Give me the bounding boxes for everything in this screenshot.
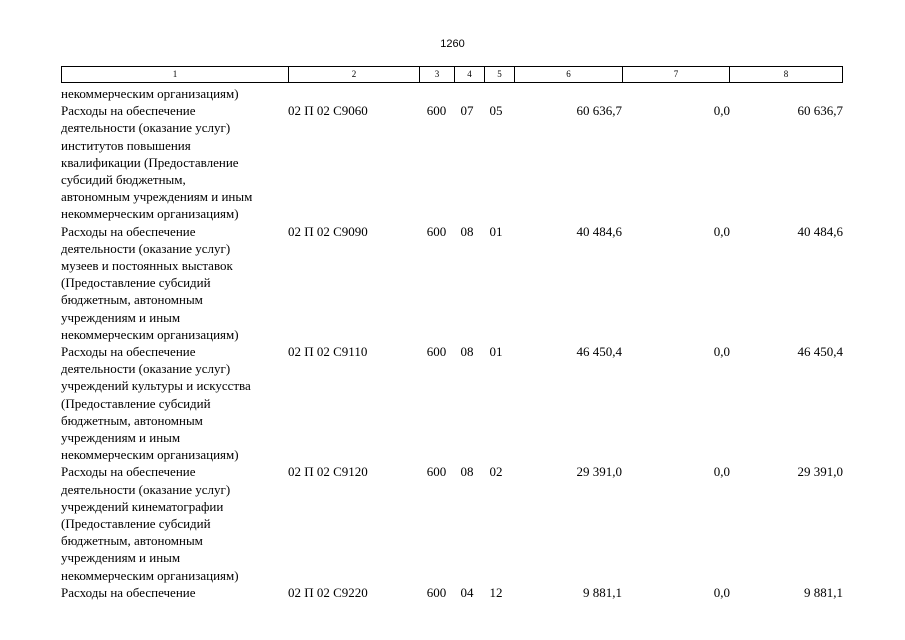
table-row: [61, 102, 843, 222]
header-col-2: 2: [289, 67, 420, 82]
amount-col-6: 46 450,4: [576, 344, 622, 360]
name-line: учреждений культуры и искусства: [61, 378, 251, 394]
expense-type: 600: [426, 344, 447, 360]
section-code: 08: [460, 464, 474, 480]
target-code: 02 П 02 С9060: [288, 103, 368, 119]
amount-col-7: 0,0: [713, 103, 730, 119]
subsection-code: 01: [489, 344, 503, 360]
amount-col-7: 0,0: [713, 223, 730, 239]
name-line: автономным учреждениям и иным: [61, 189, 253, 205]
name-line: учреждений кинематографии: [61, 498, 224, 514]
amount-col-8: 60 636,7: [797, 103, 843, 119]
amount-col-8: 46 450,4: [797, 344, 843, 360]
expense-type: 600: [426, 464, 447, 480]
target-code: 02 П 02 С9090: [288, 223, 368, 239]
table-row: [61, 584, 843, 601]
amount-col-7: 0,0: [713, 464, 730, 480]
target-code: 02 П 02 С9120: [288, 464, 368, 480]
header-col-8: 8: [783, 69, 789, 79]
expense-name: [61, 343, 287, 463]
table-header-row: [61, 66, 843, 83]
name-line: институтов повышения: [61, 137, 191, 153]
name-line: Расходы на обеспечение: [61, 464, 196, 480]
section-code: 07: [460, 103, 474, 119]
expense-type: 600: [426, 103, 447, 119]
name-line: учреждениям и иным: [61, 430, 181, 446]
name-line: учреждениям и иным: [61, 550, 181, 566]
name-line: некоммерческим организациям): [61, 326, 239, 342]
target-code: 02 П 02 С9220: [288, 584, 368, 600]
header-col-7: 7: [623, 67, 730, 82]
table-row: [61, 223, 843, 343]
header-col-4: 4: [455, 67, 485, 82]
subsection-code: 05: [489, 103, 503, 119]
expense-name: [61, 584, 287, 601]
expense-name: [61, 102, 287, 222]
expense-type: 600: [426, 223, 447, 239]
amount-col-8: 9 881,1: [804, 584, 843, 600]
subsection-code: 01: [489, 223, 503, 239]
name-line: деятельности (оказание услуг): [61, 120, 231, 136]
header-col-5: 5: [485, 67, 515, 82]
header-col-3: 3: [420, 67, 455, 82]
continued-text: некоммерческим организациям): [61, 86, 239, 101]
name-line: Расходы на обеспечение: [61, 223, 196, 239]
amount-col-6: 29 391,0: [576, 464, 622, 480]
name-line: деятельности (оказание услуг): [61, 481, 231, 497]
name-line: Расходы на обеспечение: [61, 584, 196, 600]
name-line: некоммерческим организациям): [61, 206, 239, 222]
page-number: 1260: [440, 38, 465, 50]
header-col-1: 1: [62, 67, 289, 82]
section-code: 08: [460, 223, 474, 239]
name-line: (Предоставление субсидий: [61, 516, 211, 532]
subsection-code: 02: [489, 464, 503, 480]
name-line: деятельности (оказание услуг): [61, 240, 231, 256]
amount-col-6: 40 484,6: [576, 223, 622, 239]
amount-col-7: 0,0: [713, 344, 730, 360]
name-line: учреждениям и иным: [61, 309, 181, 325]
name-line: бюджетным, автономным: [61, 292, 203, 308]
target-code: 02 П 02 С9110: [288, 344, 368, 360]
name-line: (Предоставление субсидий: [61, 395, 211, 411]
table-row: [61, 343, 843, 463]
name-line: квалификации (Предоставление: [61, 154, 239, 170]
expense-name: [61, 223, 287, 343]
amount-col-6: 60 636,7: [576, 103, 622, 119]
name-line: музеев и постоянных выставок: [61, 258, 233, 274]
name-line: бюджетным, автономным: [61, 533, 203, 549]
expense-name: [61, 463, 287, 583]
expense-type: 600: [426, 584, 447, 600]
subsection-code: 12: [489, 584, 503, 600]
name-line: некоммерческим организациям): [61, 567, 239, 583]
name-line: Расходы на обеспечение: [61, 103, 196, 119]
name-line: субсидий бюджетным,: [61, 172, 186, 188]
amount-col-7: 0,0: [713, 584, 730, 600]
amount-col-6: 9 881,1: [583, 584, 622, 600]
name-line: некоммерческим организациям): [61, 447, 239, 463]
table-body: [61, 85, 843, 601]
name-line: (Предоставление субсидий: [61, 275, 211, 291]
name-line: Расходы на обеспечение: [61, 344, 196, 360]
header-col-6: 6: [515, 67, 623, 82]
name-line: бюджетным, автономным: [61, 412, 203, 428]
amount-col-8: 40 484,6: [797, 223, 843, 239]
section-code: 08: [460, 344, 474, 360]
name-line: деятельности (оказание услуг): [61, 361, 231, 377]
amount-col-8: 29 391,0: [797, 464, 843, 480]
section-code: 04: [460, 584, 474, 600]
table-row: [61, 463, 843, 583]
